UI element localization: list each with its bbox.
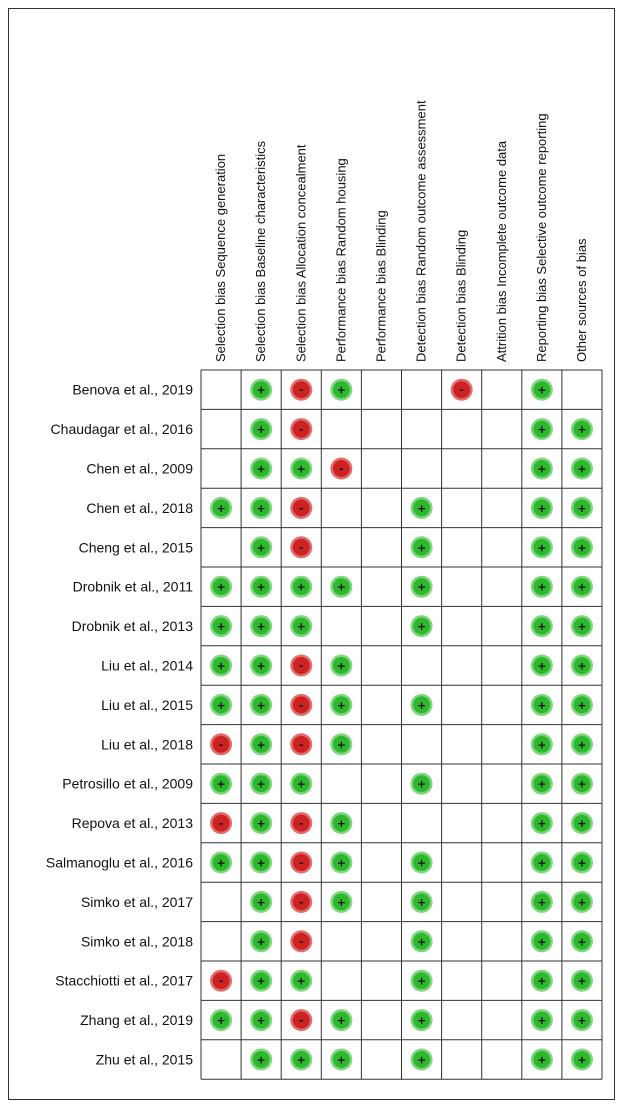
rating-symbol: + bbox=[416, 541, 427, 555]
study-label: Simko et al., 2018 bbox=[80, 933, 193, 950]
study-label: Zhu et al., 2015 bbox=[95, 1051, 193, 1068]
study-label: Cheng et al., 2015 bbox=[78, 539, 193, 556]
rating-symbol: + bbox=[577, 738, 587, 752]
rating-symbol: + bbox=[416, 935, 427, 949]
rating-symbol: + bbox=[256, 501, 266, 515]
rating-symbol: + bbox=[577, 974, 587, 988]
rating-symbol: + bbox=[537, 777, 547, 791]
rating-symbol: + bbox=[416, 974, 427, 988]
study-label: Petrosillo et al., 2009 bbox=[62, 775, 193, 792]
rating-symbol: + bbox=[256, 423, 266, 437]
column-label: Performance bias Blinding bbox=[373, 210, 389, 362]
rating-symbol: - bbox=[298, 659, 304, 673]
rating-symbol: - bbox=[298, 541, 304, 555]
rating-symbol: + bbox=[416, 620, 427, 634]
rating-symbol: + bbox=[537, 935, 547, 949]
rating-symbol: - bbox=[298, 935, 304, 949]
rating-symbol: + bbox=[296, 1053, 306, 1067]
rating-symbol: + bbox=[256, 698, 266, 712]
rating-symbol: + bbox=[256, 895, 266, 909]
rating-symbol: + bbox=[537, 817, 547, 831]
rating-symbol: + bbox=[256, 738, 266, 752]
column-label: Selection bias Baseline characteristics bbox=[253, 140, 269, 362]
rating-symbol: - bbox=[298, 817, 304, 831]
rating-symbol: + bbox=[416, 1053, 427, 1067]
column-label: Detection bias Random outcome assessment bbox=[413, 100, 429, 362]
rating-symbol: + bbox=[577, 817, 587, 831]
rating-symbol: + bbox=[537, 501, 547, 515]
rating-symbol: + bbox=[537, 383, 547, 397]
study-label: Benova et al., 2019 bbox=[72, 381, 193, 398]
rating-symbol: + bbox=[216, 698, 226, 712]
column-label: Selection bias Allocation concealment bbox=[293, 144, 309, 362]
rating-symbol: - bbox=[298, 501, 304, 515]
rating-symbol: + bbox=[537, 1014, 547, 1028]
rating-symbol: + bbox=[537, 580, 547, 594]
rating-symbol: + bbox=[216, 580, 226, 594]
rating-symbol: + bbox=[216, 856, 226, 870]
column-label: Reporting bias Selective outcome reporting bbox=[533, 113, 549, 362]
rating-symbol: - bbox=[218, 738, 224, 752]
rating-symbol: + bbox=[416, 895, 427, 909]
rating-symbol: + bbox=[577, 620, 587, 634]
study-label: Zhang et al., 2019 bbox=[80, 1012, 193, 1029]
study-label: Drobnik et al., 2013 bbox=[71, 618, 193, 635]
rating-symbol: + bbox=[416, 856, 427, 870]
rating-symbol: + bbox=[537, 974, 547, 988]
study-label: Chaudagar et al., 2016 bbox=[50, 421, 193, 438]
rating-symbol: + bbox=[256, 856, 266, 870]
rating-symbol: + bbox=[336, 383, 346, 397]
study-label: Salmanoglu et al., 2016 bbox=[45, 854, 193, 871]
rating-symbol: - bbox=[339, 462, 344, 476]
rating-symbol: + bbox=[256, 541, 266, 555]
rating-symbol: + bbox=[296, 620, 306, 634]
rating-symbol: + bbox=[336, 817, 346, 831]
rating-symbol: + bbox=[577, 1014, 587, 1028]
rating-symbol: + bbox=[537, 895, 547, 909]
study-label: Simko et al., 2017 bbox=[80, 893, 193, 910]
rating-symbol: + bbox=[216, 620, 226, 634]
study-label: Chen et al., 2009 bbox=[86, 460, 193, 477]
column-label: Selection bias Sequence generation bbox=[213, 153, 229, 362]
rating-symbol: + bbox=[336, 738, 346, 752]
rating-symbol: + bbox=[537, 423, 547, 437]
rating-symbol: + bbox=[336, 580, 346, 594]
rating-symbol: + bbox=[336, 1014, 346, 1028]
column-label: Attrition bias Incomplete outcome data bbox=[493, 140, 509, 362]
rating-symbol: + bbox=[296, 462, 306, 476]
column-label: Performance bias Random housing bbox=[333, 158, 349, 362]
rating-symbol: + bbox=[256, 935, 266, 949]
rating-symbol: + bbox=[416, 698, 427, 712]
rating-symbol: + bbox=[216, 501, 226, 515]
rating-symbol: + bbox=[577, 1053, 587, 1067]
rating-symbol: - bbox=[459, 383, 464, 397]
study-label: Drobnik et al., 2011 bbox=[72, 578, 193, 595]
rating-symbol: - bbox=[298, 738, 304, 752]
rating-symbol: + bbox=[577, 501, 587, 515]
rating-symbol: + bbox=[577, 423, 587, 437]
rating-symbol: + bbox=[336, 856, 346, 870]
rating-symbol: + bbox=[577, 541, 587, 555]
rating-symbol: + bbox=[256, 974, 266, 988]
rating-symbol: + bbox=[577, 580, 587, 594]
rating-symbol: + bbox=[256, 1053, 266, 1067]
rating-symbol: + bbox=[537, 620, 547, 634]
rating-symbol: + bbox=[296, 580, 306, 594]
rating-symbol: - bbox=[218, 817, 224, 831]
rating-symbol: + bbox=[256, 580, 266, 594]
rating-symbol: + bbox=[537, 1053, 547, 1067]
rating-symbol: + bbox=[537, 738, 547, 752]
rating-symbol: + bbox=[256, 383, 266, 397]
rating-symbol: + bbox=[336, 1053, 346, 1067]
rating-symbol: + bbox=[416, 777, 427, 791]
study-label: Chen et al., 2018 bbox=[86, 499, 193, 516]
column-label: Detection bias Blinding bbox=[453, 229, 469, 362]
rating-symbol: + bbox=[216, 1014, 226, 1028]
rating-symbol: + bbox=[296, 974, 306, 988]
study-label: Repova et al., 2013 bbox=[71, 815, 193, 832]
rating-symbol: + bbox=[256, 659, 266, 673]
rating-symbol: + bbox=[416, 580, 427, 594]
rating-symbol: + bbox=[256, 1014, 266, 1028]
rating-symbol: + bbox=[416, 501, 427, 515]
study-label: Stacchiotti et al., 2017 bbox=[55, 972, 193, 989]
rating-symbol: + bbox=[577, 935, 587, 949]
rating-symbol: + bbox=[577, 777, 587, 791]
rating-symbol: + bbox=[577, 698, 587, 712]
study-label: Liu et al., 2014 bbox=[101, 657, 193, 674]
rating-symbol: + bbox=[216, 777, 226, 791]
rating-symbol: + bbox=[256, 620, 266, 634]
rating-symbol: + bbox=[296, 777, 306, 791]
rating-symbol: + bbox=[256, 462, 266, 476]
rating-symbol: + bbox=[537, 659, 547, 673]
rating-symbol: + bbox=[336, 895, 346, 909]
rating-symbol: - bbox=[298, 698, 304, 712]
rating-symbol: + bbox=[537, 462, 547, 476]
rating-symbol: + bbox=[577, 462, 587, 476]
rating-symbol: + bbox=[537, 856, 547, 870]
rating-symbol: - bbox=[298, 895, 304, 909]
rating-symbol: + bbox=[256, 817, 266, 831]
rating-symbol: + bbox=[577, 856, 587, 870]
rating-symbol: - bbox=[298, 1014, 304, 1028]
rating-symbol: + bbox=[336, 698, 346, 712]
rating-symbol: + bbox=[537, 698, 547, 712]
rating-symbol: + bbox=[216, 659, 226, 673]
study-label: Liu et al., 2018 bbox=[101, 736, 193, 753]
rating-symbol: + bbox=[336, 659, 346, 673]
study-label: Liu et al., 2015 bbox=[101, 696, 193, 713]
rating-symbol: + bbox=[577, 659, 587, 673]
rating-symbol: + bbox=[577, 895, 587, 909]
column-label: Other sources of bias bbox=[573, 238, 589, 362]
rating-symbol: - bbox=[298, 856, 304, 870]
rating-symbol: - bbox=[298, 423, 304, 437]
rating-symbol: - bbox=[218, 974, 224, 988]
rating-symbol: + bbox=[416, 1014, 427, 1028]
rating-symbol: - bbox=[298, 383, 304, 397]
rating-symbol: + bbox=[537, 541, 547, 555]
rating-symbol: + bbox=[256, 777, 266, 791]
